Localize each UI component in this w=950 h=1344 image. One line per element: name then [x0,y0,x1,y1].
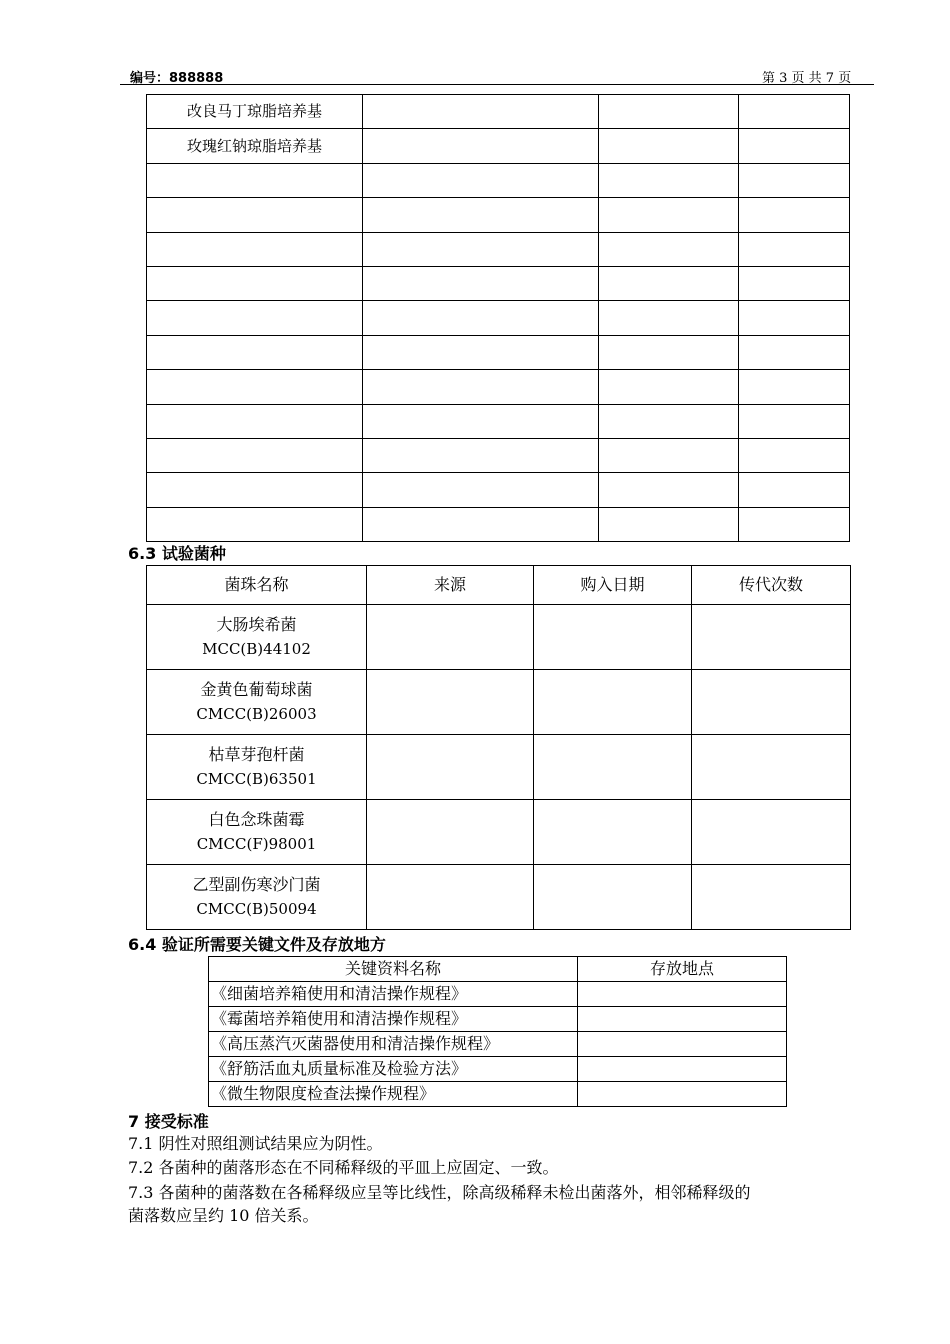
table-cell [147,232,363,266]
table-row [147,301,850,335]
table-row [147,438,850,472]
table-row [147,95,850,129]
strain-passages-cell [692,800,851,865]
table-cell [147,507,363,541]
column-header: 菌珠名称 [147,566,367,605]
key-documents-table [208,956,787,1107]
test-strains-table [146,565,851,930]
table-header-row [147,566,851,605]
table-cell [363,129,599,163]
document-name: 《微生物限度检查法操作规程》 [209,1082,578,1107]
column-header: 传代次数 [692,566,851,605]
table-cell [363,232,599,266]
culture-media-table [146,94,850,542]
doc-number: 编号：888888 [130,71,224,86]
table-cell [739,404,850,438]
table-cell [599,198,739,232]
header-divider [120,84,874,85]
column-header: 存放地点 [578,957,787,982]
strain-row [147,735,851,800]
table-cell [147,335,363,369]
table-cell [599,95,739,129]
table-header-row [209,957,787,982]
table-cell [739,507,850,541]
document-row [209,1082,787,1107]
strain-name-cell [147,735,367,800]
document-location [578,1032,787,1057]
document-row [209,1007,787,1032]
strain-date-cell [534,865,692,930]
strain-date-cell [534,670,692,735]
table-cell: 玫瑰红钠琼脂培养基 [147,129,363,163]
strain-date-cell [534,605,692,670]
document-location [578,1082,787,1107]
document-name: 《霉菌培养箱使用和清洁操作规程》 [209,1007,578,1032]
page-info: 第 3 页 共 7 页 [762,71,852,86]
table-cell [739,129,850,163]
table-cell [599,404,739,438]
table-cell [147,404,363,438]
strain-name: 大肠埃希菌 [216,615,297,634]
strain-name: 金黄色葡萄球菌 [200,680,313,699]
strain-date-cell [534,735,692,800]
section-7-heading: 7 接受标准 [128,1112,209,1131]
table-cell [599,266,739,300]
table-cell [363,438,599,472]
strain-passages-cell [692,865,851,930]
strain-source-cell [367,865,534,930]
document-location [578,982,787,1007]
table-row [147,404,850,438]
table-cell [599,507,739,541]
strain-code: CMCC(F)98001 [196,835,317,853]
table-cell [739,370,850,404]
document-name: 《细菌培养箱使用和清洁操作规程》 [209,982,578,1007]
column-header: 来源 [367,566,534,605]
strain-code: MCC(B)44102 [202,640,311,658]
document-row [209,982,787,1007]
table-row [147,507,850,541]
table-cell [147,473,363,507]
strain-source-cell [367,605,534,670]
criterion-7-3-continued: 菌落数应呈约 10 倍关系。 [128,1206,319,1225]
table-cell [363,507,599,541]
table-cell [363,163,599,197]
table-row [147,335,850,369]
table-cell [599,335,739,369]
table-cell [599,301,739,335]
strain-name-cell [147,865,367,930]
table-cell [147,438,363,472]
table-row [147,266,850,300]
strain-passages-cell [692,735,851,800]
strain-code: CMCC(B)63501 [196,770,317,788]
strain-passages-cell [692,605,851,670]
table-cell [363,95,599,129]
column-header: 关键资料名称 [209,957,578,982]
section-6-3-heading: 6.3 试验菌种 [128,544,226,563]
table-row [147,129,850,163]
document-location [578,1007,787,1032]
table-row [147,232,850,266]
table-cell [147,198,363,232]
table-row [147,163,850,197]
strain-name: 白色念珠菌霉 [208,810,305,829]
table-cell [147,301,363,335]
strain-name: 乙型副伤寒沙门菌 [192,875,321,894]
table-cell [147,163,363,197]
strain-code: CMCC(B)50094 [196,900,317,918]
strain-row [147,670,851,735]
table-cell [147,266,363,300]
table-row [147,473,850,507]
strain-code: CMCC(B)26003 [196,705,317,723]
table-cell [363,404,599,438]
table-cell: 改良马丁琼脂培养基 [147,95,363,129]
strain-date-cell [534,800,692,865]
table-cell [363,266,599,300]
table-cell [363,198,599,232]
document-location [578,1057,787,1082]
table-cell [363,301,599,335]
table-cell [599,473,739,507]
table-cell [147,370,363,404]
strain-row [147,800,851,865]
strain-row [147,865,851,930]
table-cell [599,129,739,163]
table-cell [363,370,599,404]
table-cell [363,473,599,507]
document-name: 《舒筋活血丸质量标准及检验方法》 [209,1057,578,1082]
section-6-4-heading: 6.4 验证所需要关键文件及存放地方 [128,935,386,954]
criterion-7-2: 7.2 各菌种的菌落形态在不同稀释级的平皿上应固定、一致。 [128,1158,559,1177]
table-cell [739,232,850,266]
table-cell [739,301,850,335]
table-cell [739,198,850,232]
strain-source-cell [367,800,534,865]
table-cell [599,163,739,197]
table-cell [599,370,739,404]
strain-row [147,605,851,670]
strain-name-cell [147,605,367,670]
table-cell [739,473,850,507]
table-cell [599,232,739,266]
table-cell [739,335,850,369]
criterion-7-1: 7.1 阴性对照组测试结果应为阴性。 [128,1134,383,1153]
table-cell [739,95,850,129]
table-cell [739,438,850,472]
table-cell [739,163,850,197]
strain-passages-cell [692,670,851,735]
document-name: 《高压蒸汽灭菌器使用和清洁操作规程》 [209,1032,578,1057]
table-row [147,198,850,232]
strain-source-cell [367,670,534,735]
criterion-7-3: 7.3 各菌种的菌落数在各稀释级应呈等比线性，除高级稀释未检出菌落外，相邻稀释级的 [128,1183,751,1202]
column-header: 购入日期 [534,566,692,605]
document-row [209,1032,787,1057]
table-row [147,370,850,404]
strain-source-cell [367,735,534,800]
table-cell [739,266,850,300]
table-cell [599,438,739,472]
table-cell [363,335,599,369]
strain-name-cell [147,670,367,735]
strain-name: 枯草芽孢杆菌 [208,745,305,764]
document-row [209,1057,787,1082]
strain-name-cell [147,800,367,865]
